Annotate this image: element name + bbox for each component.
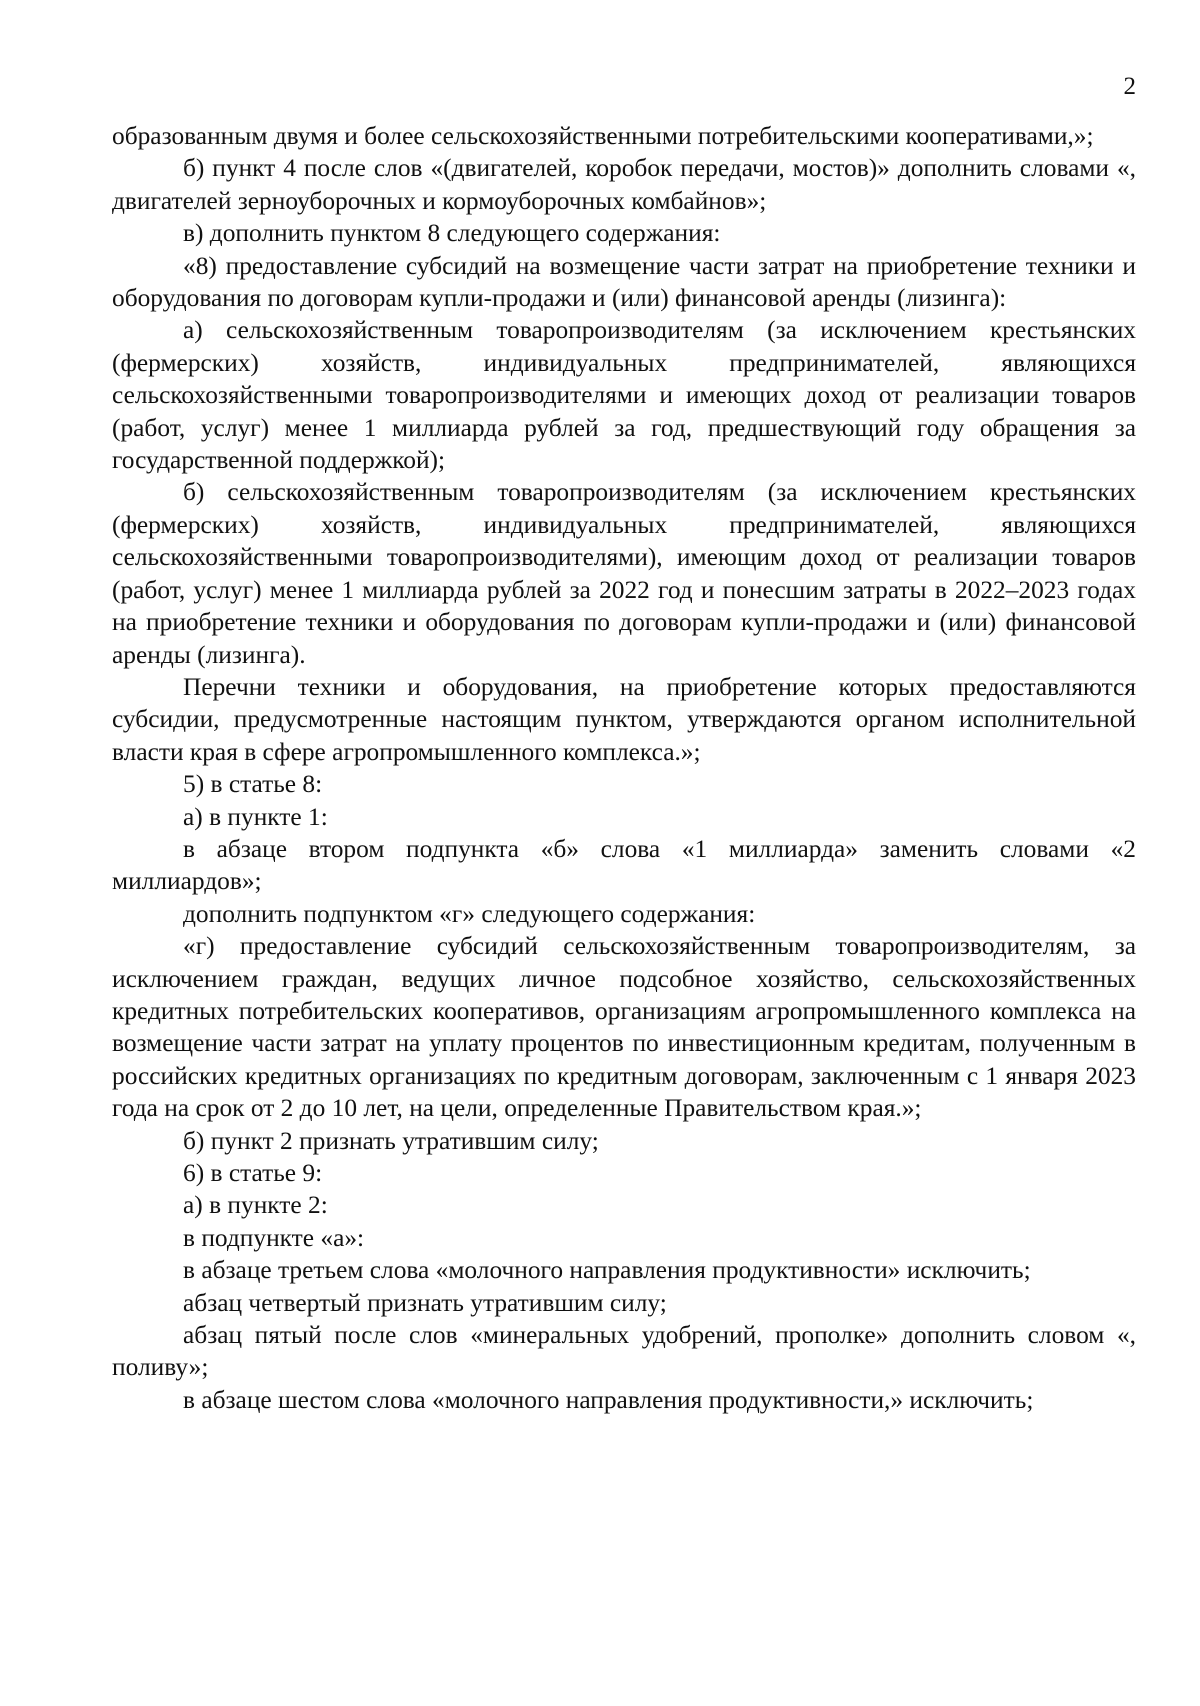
paragraph-item-v-add-point-8: в) дополнить пунктом 8 следующего содержания: [183, 219, 721, 248]
paragraph-sixth-abzac: в абзаце шестом слова «молочного направления продуктивности,» исключить; [183, 1385, 1034, 1414]
paragraph-equipment-lists: Перечни техники и оборудования, на приобретение которых предоставляются субсидии, предусмотренные настоящим пунктом, утверждаются органом исполнительной власти края в сфере агропромышленного комплекса.»; [112, 672, 1136, 766]
paragraph-article-8-point-2: б) пункт 2 признать утратившим силу; [183, 1126, 599, 1155]
paragraph-item-b-point-4: б) пункт 4 после слов «(двигателей, коробок передачи, мостов)» дополнить словами «, двигателей зерноуборочных и кормоуборочных комбайнов»; [112, 154, 1136, 215]
paragraph-article-9-point-2: а) в пункте 2: [183, 1191, 328, 1220]
paragraph-subpoint-g-text: «г) предоставление субсидий сельскохозяйственным товаропроизводителям, за исключением граждан, ведущих личное подсобное хозяйство, сельскохозяйственных кредитных потребительских кооперативов, организациям агропромышленного комплекса на возмещение части затрат на уплату процентов по инвестиционным кредитам, полученным в российских кредитных организациях по кредитным договорам, заключенным с 1 января 2023 года на срок от 2 до 10 лет, на цели, определенные Правительством края.»; [112, 932, 1136, 1123]
page-number: 2 [1123, 73, 1136, 100]
paragraph-article-8: 5) в статье 8: [183, 770, 323, 799]
paragraph-article-9: 6) в статье 9: [183, 1159, 323, 1187]
paragraph-article-8-point-1: а) в пункте 1: [183, 802, 328, 831]
paragraph-subpoint-a: в подпункте «а»: [183, 1223, 365, 1252]
paragraph-fourth-abzac: абзац четвертый признать утратившим силу; [183, 1288, 667, 1317]
paragraph-replace-billion: в абзаце втором подпункта «б» слова «1 миллиарда» заменить словами «2 миллиардов»; [112, 834, 1136, 896]
paragraph-fifth-abzac: абзац пятый после слов «минеральных удобрений, прополке» дополнить словом «, поливу»; [112, 1321, 1136, 1382]
paragraph-point-8-sub-a: а) сельскохозяйственным товаропроизводителям (за исключением крестьянских (фермерских) хозяйств, индивидуальных предпринимателей, являющихся сельскохозяйственными товаропроизводителями и имеющих доход от реализации товаров (работ, услуг) менее 1 миллиарда рублей за год, предшествующий году обращения за государственной поддержкой); [112, 316, 1136, 475]
paragraph-continuation: образованным двумя и более сельскохозяйственными потребительскими кооперативами,»; [112, 122, 1094, 150]
paragraph-add-subpoint-g: дополнить подпунктом «г» следующего содержания: [183, 899, 756, 928]
paragraph-point-8-sub-b: б) сельскохозяйственным товаропроизводителям (за исключением крестьянских (фермерских) хозяйств, индивидуальных предпринимателей, являющихся сельскохозяйственными товаропроизводителями), имеющим доход от реализации товаров (работ, услуг) менее 1 миллиарда рублей за 2022 год и понесшим затраты в 2022–2023 годах на приобретение техники и оборудования по договорам купли-продажи и (или) финансовой аренды (лизинга). [112, 478, 1136, 669]
paragraph-third-abzac: в абзаце третьем слова «молочного направления продуктивности» исключить; [183, 1256, 1031, 1285]
document-body [112, 120, 1136, 1416]
paragraph-point-8-intro: «8) предоставление субсидий на возмещение части затрат на приобретение техники и оборудования по договорам купли-продажи и (или) финансовой аренды (лизинга): [112, 251, 1136, 313]
